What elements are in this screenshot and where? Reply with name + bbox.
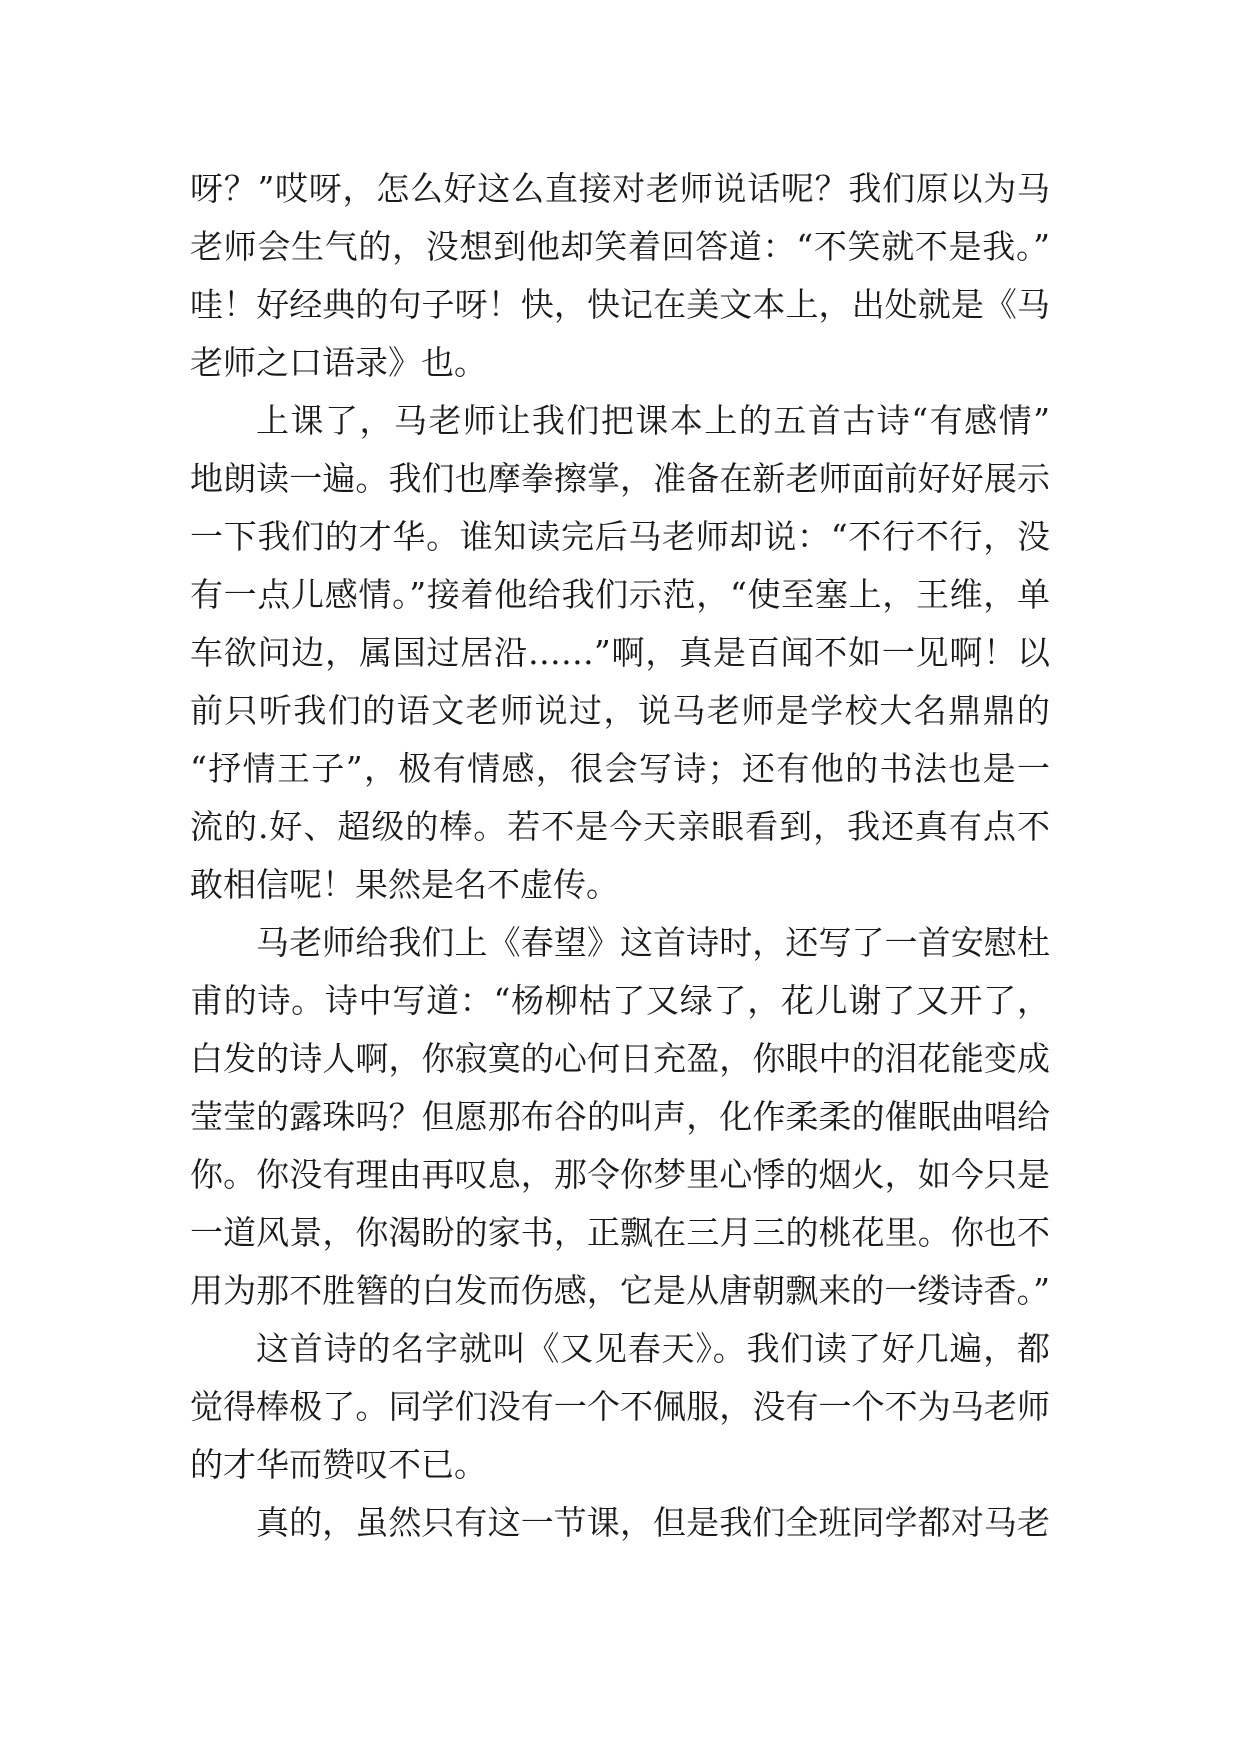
text-line: 敢相信呢！果然是名不虚传。	[190, 865, 619, 904]
text-line: 哇！好经典的句子呀！快，快记在美文本上，出处就是《马	[190, 285, 1050, 324]
text-line: 一下我们的才华。谁知读完后马老师却说：“不行不行，没	[190, 517, 1050, 556]
text-line: 前只听我们的语文老师说过，说马老师是学校大名鼎鼎的	[190, 691, 1050, 730]
text-line: 莹莹的露珠吗？但愿那布谷的叫声，化作柔柔的催眠曲唱给	[190, 1097, 1050, 1136]
text-line: 觉得棒极了。同学们没有一个不佩服，没有一个不为马老师	[190, 1387, 1050, 1426]
paragraph-first-line: 上课了，马老师让我们把课本上的五首古诗“有感情”	[256, 401, 1050, 440]
text-line: 地朗读一遍。我们也摩拳擦掌，准备在新老师面前好好展示	[190, 459, 1050, 498]
text-line: 你。你没有理由再叹息，那令你梦里心悸的烟火，如今只是	[190, 1155, 1050, 1194]
text-line: 老师会生气的，没想到他却笑着回答道：“不笑就不是我。”	[190, 227, 1050, 266]
text-line: 呀？”哎呀，怎么好这么直接对老师说话呢？我们原以为马	[190, 169, 1050, 208]
text-line: 的才华而赞叹不已。	[190, 1445, 487, 1484]
text-line: 流的.好、超级的棒。若不是今天亲眼看到，我还真有点不	[190, 807, 1050, 846]
text-line: 一道风景，你渴盼的家书，正飘在三月三的桃花里。你也不	[190, 1213, 1050, 1252]
text-line: 车欲问边，属国过居沿……”啊，真是百闻不如一见啊！以	[190, 633, 1050, 672]
document-body	[190, 160, 1050, 1552]
paragraph-first-line: 马老师给我们上《春望》这首诗时，还写了一首安慰杜	[256, 923, 1050, 962]
paragraph-first-line: 这首诗的名字就叫《又见春天》。我们读了好几遍，都	[256, 1329, 1050, 1368]
text-line: 有一点儿感情。”接着他给我们示范，“使至塞上，王维，单	[190, 575, 1050, 614]
text-line: “抒情王子”，极有情感，很会写诗；还有他的书法也是一	[190, 749, 1050, 788]
text-line: 老师之口语录》也。	[190, 343, 487, 382]
text-line: 用为那不胜簪的白发而伤感，它是从唐朝飘来的一缕诗香。”	[190, 1271, 1050, 1310]
text-line: 白发的诗人啊，你寂寞的心何日充盈，你眼中的泪花能变成	[190, 1039, 1050, 1078]
text-line: 甫的诗。诗中写道：“杨柳枯了又绿了，花儿谢了又开了，	[190, 981, 1050, 1020]
paragraph-first-line: 真的，虽然只有这一节课，但是我们全班同学都对马老	[256, 1503, 1050, 1542]
